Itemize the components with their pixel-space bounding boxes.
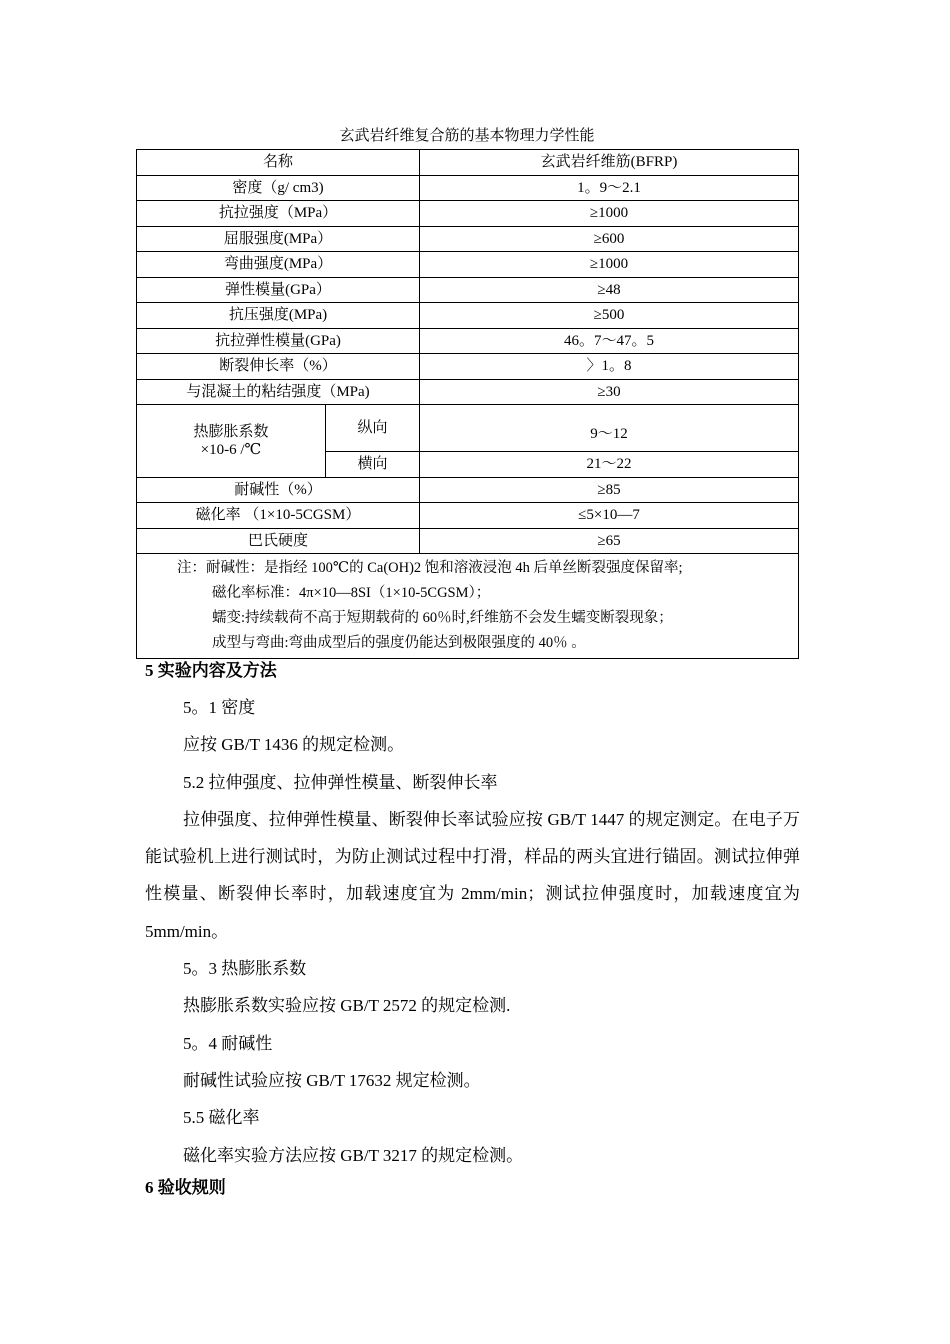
property-value: ≥30 [420,379,799,405]
table-row [137,354,799,380]
document-body [145,657,800,1202]
section-heading-6: 6 验收规则 [145,1177,226,1197]
table-row [137,226,799,252]
thermal-transverse-label: 横向 [326,452,420,478]
header-name-cell: 名称 [137,150,420,176]
table-notes-row [137,554,799,659]
property-value: ≥1000 [420,201,799,227]
subsection-title-5-5: 5.5 磁化率 [183,1108,260,1128]
thermal-longitudinal-value: 9～12 [590,426,628,442]
header-value-cell: 玄武岩纤维筋(BFRP) [420,150,799,176]
property-name: 磁化率 （1×10-5CGSM） [137,503,420,529]
table-row [137,277,799,303]
table-row [137,303,799,329]
table-caption: 玄武岩纤维复合筋的基本物理力学性能 [339,128,595,144]
table-row [137,528,799,554]
property-name: 弹性模量(GPa） [137,277,420,303]
note-line: 成型与弯曲:弯曲成型后的强度仍能达到极限强度的 40％ 。 [212,635,586,651]
thermal-transverse-value: 21～22 [420,452,799,478]
property-name: 抗拉弹性模量(GPa) [137,328,420,354]
property-name: 抗拉强度（MPa） [137,201,420,227]
property-value: ≥1000 [420,252,799,278]
property-name: 与混凝土的粘结强度（MPa) [137,379,420,405]
property-name: 巴氏硬度 [137,528,420,554]
table-row [137,503,799,529]
table-row [137,201,799,227]
subsection-body-5-2: 拉伸强度、拉伸弹性模量、断裂伸长率试验应按 GB/T 1447 的规定测定。在电子万能试验机上进行测试时，为防止测试过程中打滑，样品的两头宜进行锚固。测试拉伸弹性模量、断裂伸长率时，加载速度宜为 2mm/min；测试拉伸强度时，加载速度宜为 5mm/min。 [145,809,800,941]
property-name: 抗压强度(MPa) [137,303,420,329]
property-value: ≥600 [420,226,799,252]
property-value: ≥48 [420,277,799,303]
subsection-body-5-5: 磁化率实验方法应按 GB/T 3217 的规定检测。 [183,1145,524,1165]
table-row [137,477,799,503]
section-heading-5: 5 实验内容及方法 [145,661,277,680]
property-value: ≥65 [420,528,799,554]
table-row [137,328,799,354]
table-notes [137,554,799,659]
properties-table [136,149,799,659]
property-value: 46。7～47。5 [420,328,799,354]
subsection-title-5-1: 5。1 密度 [183,698,256,717]
subsection-title-5-2: 5.2 拉伸强度、拉伸弹性模量、断裂伸长率 [183,772,498,792]
property-value: ≤5×10—7 [420,503,799,529]
thermal-row-longitudinal [137,405,799,452]
note-line: 磁化率标准：4π×10—8SI（1×10-5CGSM）； [212,585,491,601]
property-value: 〉1。8 [420,354,799,380]
table-header-row [137,150,799,176]
thermal-longitudinal-value-cell [420,405,799,452]
property-name: 断裂伸长率（%） [137,354,420,380]
subsection-title-5-3: 5。3 热膨胀系数 [183,959,307,979]
property-value: ≥85 [420,477,799,503]
table-row [137,379,799,405]
note-line: 蠕变:持续载荷不高于短期载荷的 60％时,纤维筋不会发生蠕变断裂现象； [212,610,673,626]
subsection-title-5-4: 5。4 耐碱性 [183,1033,273,1053]
property-name: 耐碱性（%） [137,477,420,503]
property-name: 密度（g/ cm3) [137,175,420,201]
subsection-body-5-1: 应按 GB/T 1436 的规定检测。 [183,735,405,755]
property-name: 弯曲强度(MPa） [137,252,420,278]
property-value: 1。9～2.1 [420,175,799,201]
table-row [137,252,799,278]
property-name: 屈服强度(MPa） [137,226,420,252]
note-line: 注：耐碱性：是指经 100℃的 Ca(OH)2 饱和溶液浸泡 4h 后单丝断裂强度保留率; [177,560,683,576]
property-value: ≥500 [420,303,799,329]
subsection-body-5-3: 热膨胀系数实验应按 GB/T 2572 的规定检测. [183,996,511,1016]
subsection-body-5-4: 耐碱性试验应按 GB/T 17632 规定检测。 [183,1070,481,1090]
thermal-name-line1: 热膨胀系数 [193,423,269,440]
thermal-name-cell [137,405,326,478]
table-row [137,175,799,201]
thermal-name-line2: ×10-6 /℃ [200,441,262,458]
thermal-longitudinal-label: 纵向 [326,405,420,452]
